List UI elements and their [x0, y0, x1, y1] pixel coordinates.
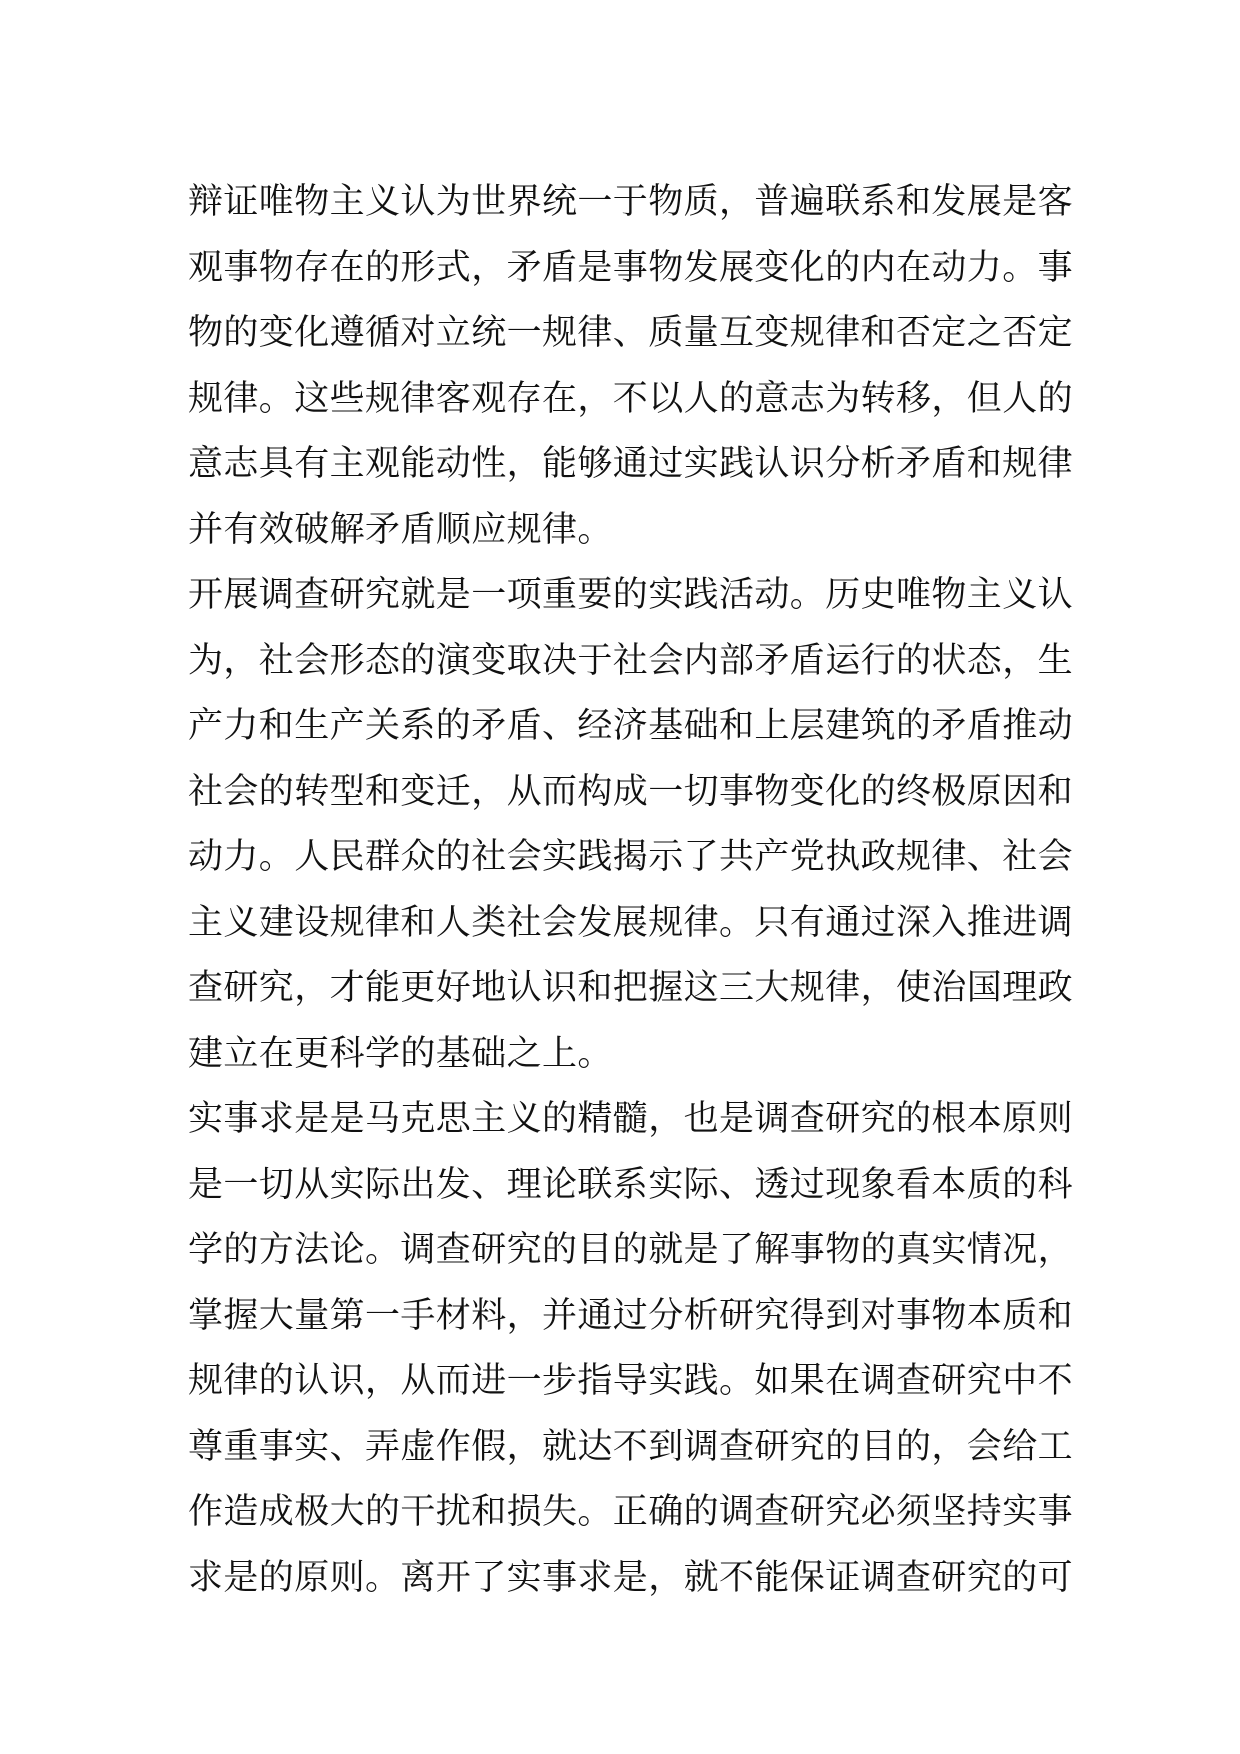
text-line: 作造成极大的干扰和损失。正确的调查研究必须坚持实事	[188, 1492, 1074, 1532]
text-line: 是一切从实际出发、理论联系实际、透过现象看本质的科	[188, 1164, 1074, 1205]
text-line: 查研究，才能更好地认识和把握这三大规律，使治国理政	[188, 968, 1074, 1008]
text-line: 动力。人民群众的社会实践揭示了共产党执政规律、社会	[188, 837, 1074, 877]
text-line: 开展调查研究就是一项重要的实践活动。历史唯物主义认	[188, 575, 1074, 615]
text-line: 辩证唯物主义认为世界统一于物质，普遍联系和发展是客	[188, 182, 1074, 222]
text-line: 掌握大量第一手材料，并通过分析研究得到对事物本质和	[188, 1295, 1074, 1336]
text-line: 意志具有主观能动性，能够通过实践认识分析矛盾和规律	[188, 444, 1074, 484]
text-line: 社会的转型和变迁，从而构成一切事物变化的终极原因和	[188, 771, 1074, 812]
text-line: 建立在更科学的基础之上。	[188, 1033, 613, 1074]
text-line: 为，社会形态的演变取决于社会内部矛盾运行的状态，生	[188, 640, 1074, 681]
body-text	[188, 170, 1074, 1611]
text-line: 规律的认识，从而进一步指导实践。如果在调查研究中不	[188, 1361, 1074, 1401]
text-line: 物的变化遵循对立统一规律、质量互变规律和否定之否定	[188, 313, 1074, 353]
text-line: 实事求是是马克思主义的精髓，也是调查研究的根本原则	[188, 1099, 1074, 1139]
text-line: 并有效破解矛盾顺应规律。	[188, 509, 613, 550]
text-line: 产力和生产关系的矛盾、经济基础和上层建筑的矛盾推动	[188, 706, 1074, 746]
text-line: 求是的原则。离开了实事求是，就不能保证调查研究的可	[188, 1557, 1074, 1598]
text-line: 尊重事实、弄虚作假，就达不到调查研究的目的，会给工	[188, 1426, 1074, 1467]
text-line: 学的方法论。调查研究的目的就是了解事物的真实情况，	[188, 1230, 1074, 1270]
text-line: 观事物存在的形式，矛盾是事物发展变化的内在动力。事	[188, 247, 1074, 288]
text-line: 规律。这些规律客观存在，不以人的意志为转移，但人的	[188, 378, 1074, 419]
text-line: 主义建设规律和人类社会发展规律。只有通过深入推进调	[188, 902, 1074, 943]
